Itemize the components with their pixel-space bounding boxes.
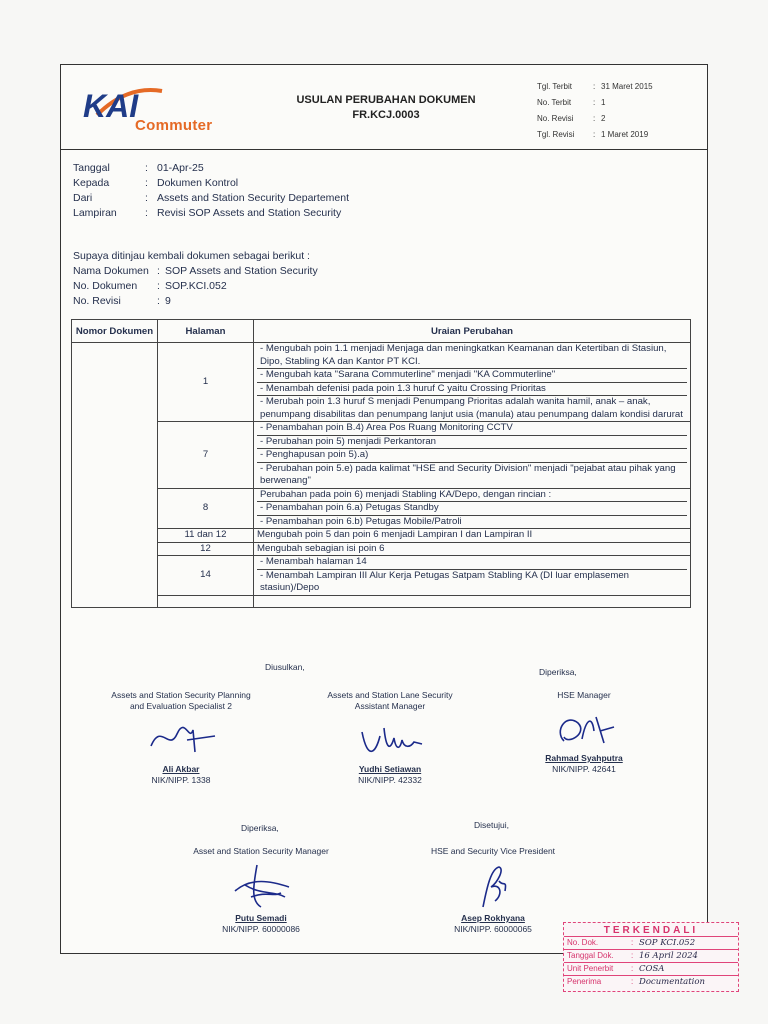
changes-cell <box>254 422 691 489</box>
doc-value: SOP.KCI.052 <box>165 280 227 292</box>
signature-role: and Evaluation Specialist 2 <box>129 701 233 711</box>
stamp-value: COSA <box>639 964 665 974</box>
signature-role: Assets and Station Lane Security <box>327 690 453 700</box>
signature-role: HSE Manager <box>557 690 611 700</box>
table-header-row <box>72 320 691 343</box>
document-meta <box>537 79 653 143</box>
info-row <box>73 191 349 206</box>
meta-row <box>537 79 653 95</box>
logo-commuter-text: Commuter <box>135 117 213 134</box>
change-item: - Mengubah kata "Sarana Commuterline" menjadi "KA Commuterline" <box>257 369 687 383</box>
meta-row <box>537 95 653 111</box>
change-item: - Perubahan poin 5.e) pada kalimat "HSE and Security Division" menjadi "pejabat atau pihak yang berwenang" <box>260 462 676 486</box>
doc-label: Nama Dokumen <box>73 265 149 277</box>
change-item: - Mengubah poin 1.1 menjadi Menjaga dan meningkatkan Keamanan dan Ketertiban di Stasiun, Dipo, Stabling KA dan Kantor PT KCI. <box>257 343 687 369</box>
title-line2: FR.KCJ.0003 <box>352 109 420 121</box>
doc-sep: : <box>157 280 160 292</box>
meta-value: 2 <box>601 114 606 123</box>
header-halaman: Halaman <box>158 320 254 343</box>
signature-nik: NIK/NIPP. 1338 <box>151 775 211 785</box>
table-row <box>72 542 691 556</box>
info-label: Tanggal <box>73 162 110 174</box>
document-header <box>61 65 707 150</box>
meta-row <box>537 111 653 127</box>
doc-sep: : <box>157 265 160 277</box>
stamp-sep: : <box>631 964 634 973</box>
meta-label: No. Terbit <box>537 98 572 107</box>
change-item: - Penghapusan poin 5).a) <box>257 449 687 463</box>
stamp-label: Penerima <box>567 977 602 986</box>
info-value: 01-Apr-25 <box>157 162 204 174</box>
info-sep: : <box>145 207 148 219</box>
terkendali-stamp <box>563 922 739 992</box>
stamp-value: 16 April 2024 <box>639 951 698 961</box>
change-item: Perubahan pada poin 6) menjadi Stabling KA/Depo, dengan rincian : <box>257 489 687 503</box>
stamp-label: Tanggal Dok. <box>567 951 614 960</box>
stamp-value: Documentation <box>639 977 705 987</box>
signature-name: Ali Akbar <box>162 764 200 774</box>
empty-cell <box>158 595 254 607</box>
memo-info <box>73 161 349 221</box>
page-cell: 7 <box>158 422 254 489</box>
meta-label: No. Revisi <box>537 114 574 123</box>
doc-row <box>73 294 318 309</box>
table-row <box>72 422 691 489</box>
signature-name: Asep Rokhyana <box>461 913 525 923</box>
page-cell: 1 <box>158 343 254 422</box>
doc-row <box>73 279 318 294</box>
intro-text: Supaya ditinjau kembali dokumen sebagai berikut : <box>73 250 310 262</box>
signature-role: Assets and Station Security Planning <box>111 690 251 700</box>
change-item: - Perubahan poin 5) menjadi Perkantoran <box>257 436 687 450</box>
signature-block <box>161 846 361 935</box>
meta-sep: : <box>593 82 596 91</box>
info-label: Lampiran <box>73 207 117 219</box>
page-cell: 12 <box>158 542 254 556</box>
change-item: - Penambahan poin 6.a) Petugas Standby <box>257 502 687 516</box>
change-item: - Menambah halaman 14 <box>257 556 687 570</box>
change-item: - Menambah defenisi pada poin 1.3 huruf C yaitu Crossing Prioritas <box>257 383 687 397</box>
meta-sep: : <box>593 130 596 139</box>
stamp-row <box>564 949 738 962</box>
label-diperiksa-2: Diperiksa, <box>241 823 279 833</box>
meta-sep: : <box>593 114 596 123</box>
change-item: Mengubah sebagian isi poin 6 <box>254 542 691 556</box>
document-intro <box>73 249 318 309</box>
meta-value: 31 Maret 2015 <box>601 82 653 91</box>
document-title <box>276 93 496 123</box>
signature-name: Rahmad Syahputra <box>545 753 623 763</box>
info-label: Kepada <box>73 177 110 189</box>
signature-role: HSE and Security Vice President <box>430 846 556 856</box>
info-row <box>73 206 349 221</box>
kai-commuter-logo <box>77 77 227 137</box>
doc-row <box>73 264 318 279</box>
title-line1: USULAN PERUBAHAN DOKUMEN <box>296 94 476 106</box>
info-sep: : <box>145 177 148 189</box>
table-row <box>72 488 691 529</box>
meta-label: Tgl. Revisi <box>537 130 575 139</box>
table-row <box>72 556 691 596</box>
handwritten-signature-icon <box>443 857 543 913</box>
table-row <box>72 343 691 422</box>
handwritten-signature-icon <box>211 857 311 913</box>
signature-nik: NIK/NIPP. 60000086 <box>222 924 300 934</box>
change-item: - Penambahan poin 6.b) Petugas Mobile/Patroli <box>260 515 462 527</box>
stamp-title: TERKENDALI <box>603 925 699 936</box>
meta-sep: : <box>593 98 596 107</box>
info-row <box>73 176 349 191</box>
signature-name: Yudhi Setiawan <box>358 764 422 774</box>
info-value: Revisi SOP Assets and Station Security <box>157 207 342 219</box>
signature-role: Assistant Manager <box>354 701 426 711</box>
changes-table <box>71 319 691 608</box>
empty-cell <box>254 595 691 607</box>
stamp-sep: : <box>631 938 634 947</box>
signature-block <box>81 690 281 786</box>
stamp-row <box>564 936 738 949</box>
stamp-sep: : <box>631 951 634 960</box>
signature-role: Asset and Station Security Manager <box>193 846 329 856</box>
info-value: Assets and Station Security Departement <box>157 192 350 204</box>
change-item: - Merubah poin 1.3 huruf S menjadi Penumpang Prioritas adalah wanita hamil, anak – anak, penumpang disabilitas dan penumpang lanjut usia (manula) atau penumpang dalam kondisi darurat <box>260 396 683 420</box>
label-diperiksa-1: Diperiksa, <box>539 667 577 677</box>
label-disetujui: Disetujui, <box>474 820 509 830</box>
signature-name: Putu Semadi <box>235 913 287 923</box>
signature-block <box>295 690 485 786</box>
stamp-value: SOP KCI.052 <box>639 938 696 948</box>
kai-logo-text: KAI <box>83 88 139 124</box>
page-cell: 11 dan 12 <box>158 529 254 543</box>
stamp-row <box>564 962 738 975</box>
meta-label: Tgl. Terbit <box>537 82 572 91</box>
info-row <box>73 161 349 176</box>
stamp-label: Unit Penerbit <box>567 964 614 973</box>
signature-nik: NIK/NIPP. 42332 <box>358 775 422 785</box>
change-item: Mengubah poin 5 dan poin 6 menjadi Lampiran I dan Lampiran II <box>254 529 691 543</box>
info-value: Dokumen Kontrol <box>157 177 239 189</box>
change-item: - Menambah Lampiran III Alur Kerja Petugas Satpam Stabling KA (DI luar emplasemen stasiun)/Depo <box>260 569 630 593</box>
changes-cell <box>254 556 691 596</box>
doc-label: No. Revisi <box>73 295 121 307</box>
changes-cell <box>254 343 691 422</box>
info-label: Dari <box>73 192 93 204</box>
table-row-empty <box>72 595 691 607</box>
header-nomor-dokumen: Nomor Dokumen <box>72 320 158 343</box>
nomor-dokumen-cell <box>72 343 158 608</box>
doc-value: SOP Assets and Station Security <box>165 265 318 277</box>
meta-value: 1 <box>601 98 606 107</box>
handwritten-signature-icon <box>340 712 440 764</box>
signature-nik: NIK/NIPP. 42641 <box>552 764 616 774</box>
stamp-label: No. Dok. <box>567 938 599 947</box>
label-diusulkan: Diusulkan, <box>265 662 305 672</box>
header-uraian-perubahan: Uraian Perubahan <box>254 320 691 343</box>
stamp-row <box>564 975 738 988</box>
doc-value: 9 <box>165 295 171 307</box>
page-cell: 14 <box>158 556 254 596</box>
meta-value: 1 Maret 2019 <box>601 130 649 139</box>
changes-cell <box>254 488 691 529</box>
stamp-sep: : <box>631 977 634 986</box>
doc-sep: : <box>157 295 160 307</box>
handwritten-signature-icon <box>534 701 634 753</box>
meta-row <box>537 127 653 143</box>
signature-block <box>499 690 669 775</box>
info-sep: : <box>145 162 148 174</box>
table-row <box>72 529 691 543</box>
document-frame <box>60 64 708 954</box>
page-cell: 8 <box>158 488 254 529</box>
info-sep: : <box>145 192 148 204</box>
handwritten-signature-icon <box>131 712 231 764</box>
signature-nik: NIK/NIPP. 60000065 <box>454 924 532 934</box>
doc-label: No. Dokumen <box>73 280 138 292</box>
change-item: - Penambahan poin B.4) Area Pos Ruang Monitoring CCTV <box>257 422 687 436</box>
